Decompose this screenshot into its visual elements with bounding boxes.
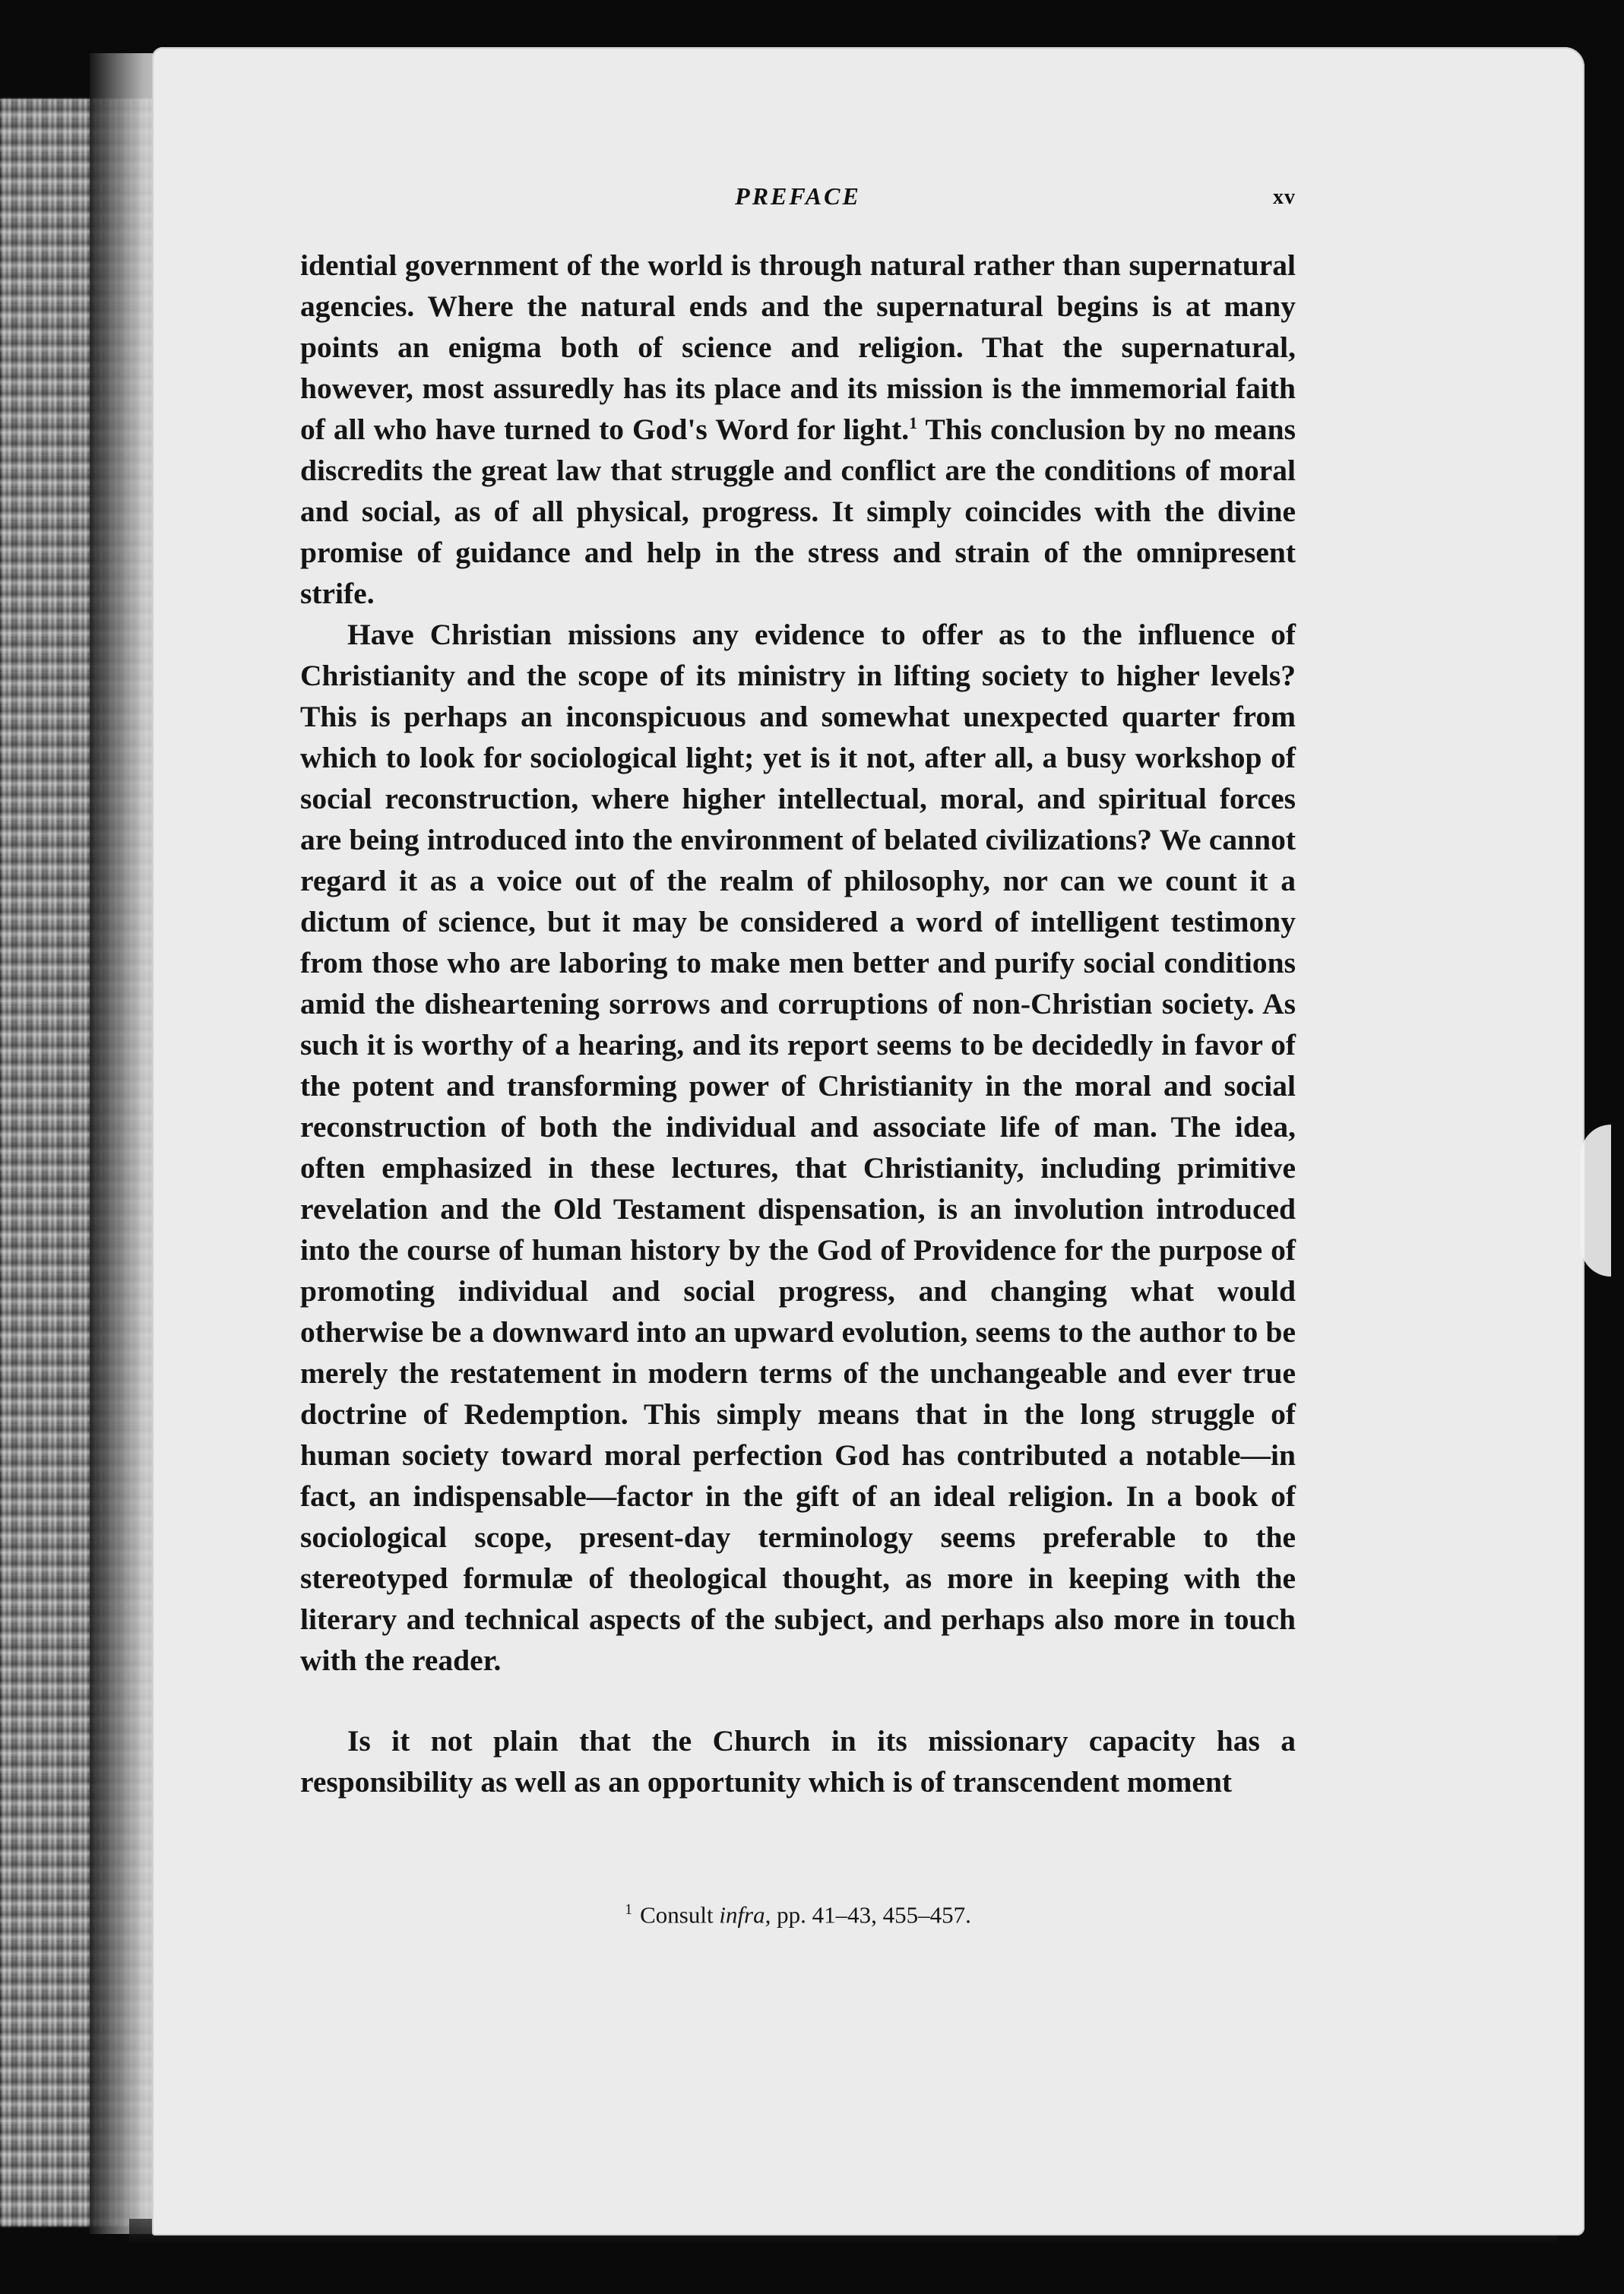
footnote-italic: infra, [719,1901,771,1929]
footnote-reference: 1 [909,413,918,432]
footnote [300,1901,1296,1929]
body-text [300,245,1296,1802]
paragraph-text: This conclusion by no means discredits the great law that struggle and conflict are the conditions of moral and social, as of all physical, progress. It simply coincides with the divine promise of guidance and help in the stress and strain of the omnipresent strife. [300,413,1296,610]
paragraph: Is it not plain that the Church in its missionary capacity has a responsibility as well as an opportunity which is of transcendent moment [300,1724,1296,1799]
paragraph-continued [300,245,1296,614]
footnote-lead: Consult [640,1901,714,1929]
footnote-mark: 1 [625,1901,633,1918]
page-number: xv [1273,185,1296,209]
page-edge-highlight [1581,1125,1611,1277]
paragraph: Have Christian missions any evidence to offer as to the influence of Christianity and the scope of its ministry in lifting society to higher levels? This is perhaps an inconspicuous and somewhat unexpected quarter from which to look for sociological light; yet is it not, after all, a busy workshop of social reconstruction, where higher intellectual, moral, and spiritual forces are being introduced into the environment of belated civilizations? We cannot regard it as a voice out of the realm of philosophy, nor can we count it a dictum of science, but it may be considered a word of intelligent testimony from those who are laboring to make men better and purify social conditions amid the disheartening sorrows and corruptions of non-Christian society. As such it is worthy of a hearing, and its report seems to be decidedly in favor of the potent and transforming power of Christianity in the moral and social reconstruction of both the individual and associate life of man. The idea, often emphasized in these lectures, that Christianity, including primitive revelation and the Old Testament dispensation, is an involution introduced into the course of human history by the God of Providence for the purpose of promoting individual and social progress, and changing what would otherwise be a downward into an upward evolution, seems to the author to be merely the restatement in modern terms of the unchangeable and ever true doctrine of Redemption. This simply means that in the long struggle of human society toward moral perfection God has contributed a notable—in fact, an indispensable—factor in the gift of an ideal religion. In a book of sociological scope, present-day terminology seems preferable to the stereotyped formulæ of theological thought, as more in keeping with the literary and technical aspects of the subject, and perhaps also more in touch with the reader. [300,618,1296,1677]
running-head [300,182,1296,213]
paragraph-text: idential government of the world is through natural rather than supernatural agencies. Where the natural ends and the supernatural begins is at many points an enigma both of science and religion. That the supernatural, however, most assuredly has its place and its mission is the immemorial faith of all who have turned to God's Word for light. [300,248,1296,446]
footnote-reference-pages: pp. 41–43, 455–457. [777,1901,971,1929]
running-title: PREFACE [735,182,861,210]
